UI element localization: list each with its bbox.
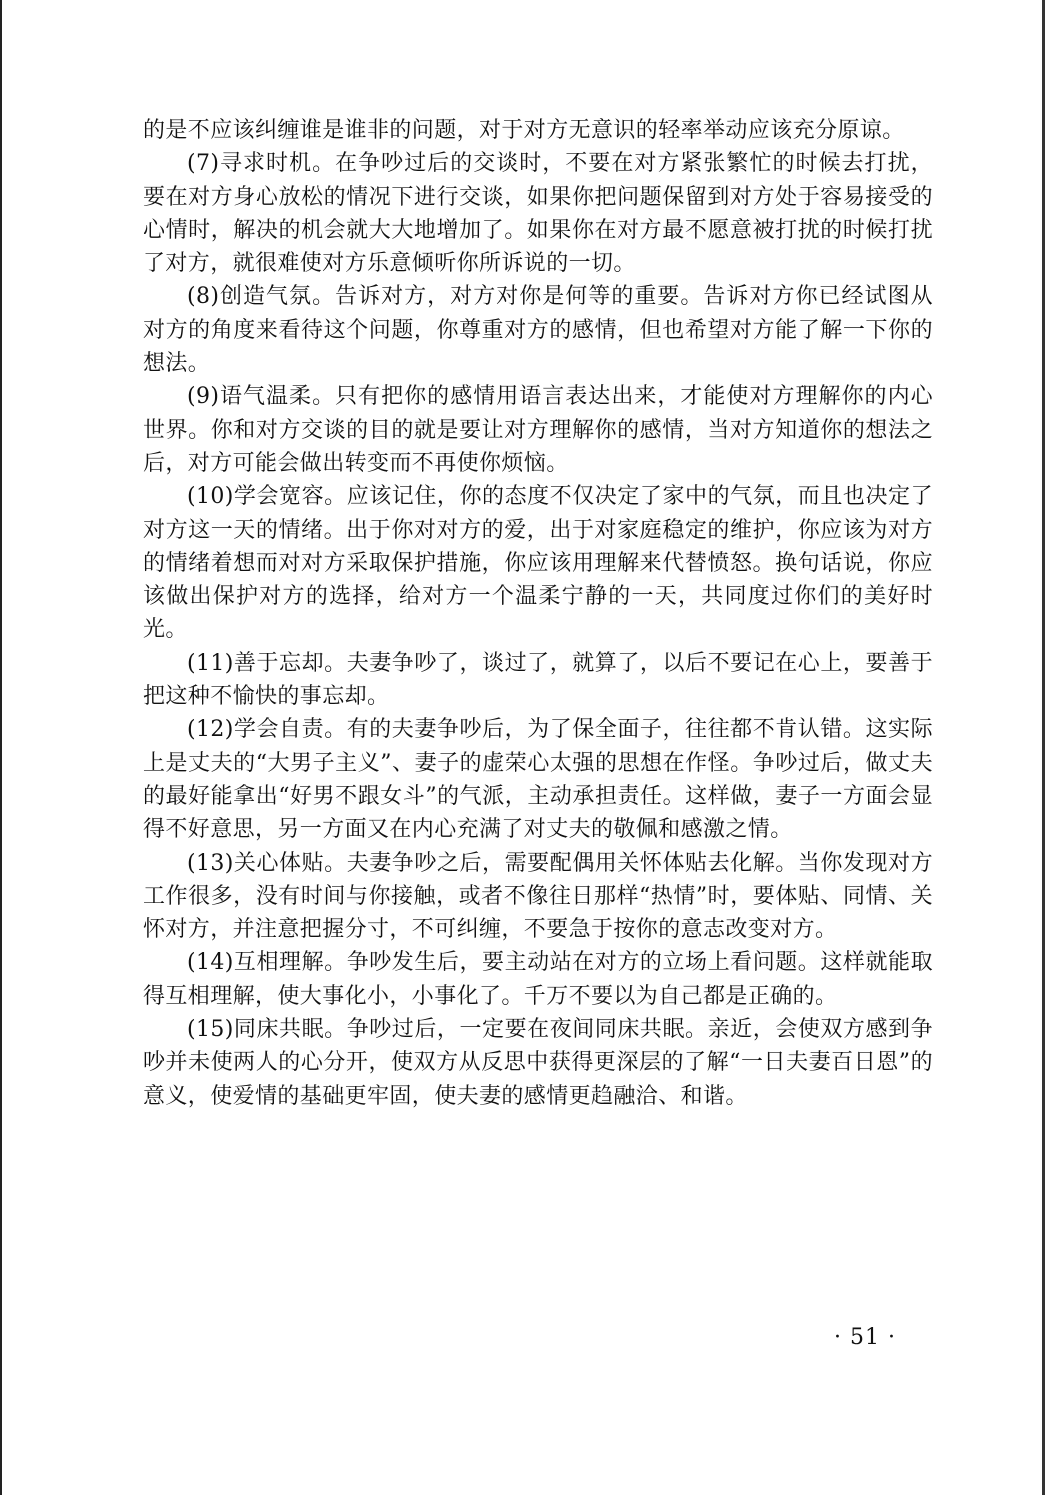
paragraph-15-share-bed: (15)同床共眠。争吵过后，一定要在夜间同床共眠。亲近，会使双方感到争吵并未使两人的心分开，使双方从反思中获得更深层的了解“一日夫妻百日恩”的意义，使爱情的基础更牢固，使夫妻的感情更趋融洽、和谐。 bbox=[143, 1017, 933, 1109]
paragraph-11-forget: (11)善于忘却。夫妻争吵了，谈过了，就算了，以后不要记在心上，要善于把这种不愉快的事忘却。 bbox=[143, 650, 933, 710]
paragraph-13-care: (13)关心体贴。夫妻争吵之后，需要配偶用关怀体贴去化解。当你发现对方工作很多，没有时间与你接触，或者不像往日那样“热情”时，要体贴、同情、关怀对方，并注意把握分寸，不可纠缠，不要急于按你的意志改变对方。 bbox=[143, 850, 933, 943]
paragraph-10-learn-tolerance: (10)学会宽容。应该记住，你的态度不仅决定了家中的气氛，而且也决定了对方这一天的情绪。出于你对对方的爱，出于对家庭稳定的维护，你应该为对方的情绪着想而对对方采取保护措施，你应该用理解来代替愤怒。换句话说，你应该做出保护对方的选择，给对方一个温柔宁静的一天，共同度过你们的美好时光。 bbox=[143, 484, 933, 643]
paragraph-9-gentle-tone: (9)语气温柔。只有把你的感情用语言表达出来，才能使对方理解你的内心世界。你和对方交谈的目的就是要让对方理解你的感情，当对方知道你的想法之后，对方可能会做出转变而不再使你烦恼。 bbox=[143, 384, 933, 476]
paragraph-14-understanding: (14)互相理解。争吵发生后，要主动站在对方的立场上看问题。这样就能取得互相理解，使大事化小，小事化了。千万不要以为自己都是正确的。 bbox=[143, 950, 933, 1009]
page-left-edge bbox=[0, 0, 2, 1495]
paragraph-8-create-atmosphere: (8)创造气氛。告诉对方，对方对你是何等的重要。告诉对方你已经试图从对方的角度来看待这个问题，你尊重对方的感情，但也希望对方能了解一下你的想法。 bbox=[143, 284, 933, 377]
paragraph-12-self-blame: (12)学会自责。有的夫妻争吵后，为了保全面子，往往都不肯认错。这实际上是丈夫的“大男子主义”、妻子的虚荣心太强的思想在作怪。争吵过后，做丈夫的最好能拿出“好男不跟女斗”的气派，主动承担责任。这样做，妻子一方面会显得不好意思，另一方面又在内心充满了对丈夫的敬佩和感激之情。 bbox=[143, 717, 933, 843]
page-number: · 51 · bbox=[834, 1325, 896, 1350]
paragraph-7-seek-timing: (7)寻求时机。在争吵过后的交谈时，不要在对方紧张繁忙的时候去打扰，要在对方身心放松的情况下进行交谈，如果你把问题保留到对方处于容易接受的心情时，解决的机会就大大地增加了。如果你在对方最不愿意被打扰的时候打扰了对方，就很难使对方乐意倾听你所诉说的一切。 bbox=[143, 151, 933, 277]
paragraph-continuation: 的是不应该纠缠谁是谁非的问题，对于对方无意识的轻率举动应该充分原谅。 bbox=[143, 118, 905, 143]
body-text bbox=[143, 114, 933, 1113]
